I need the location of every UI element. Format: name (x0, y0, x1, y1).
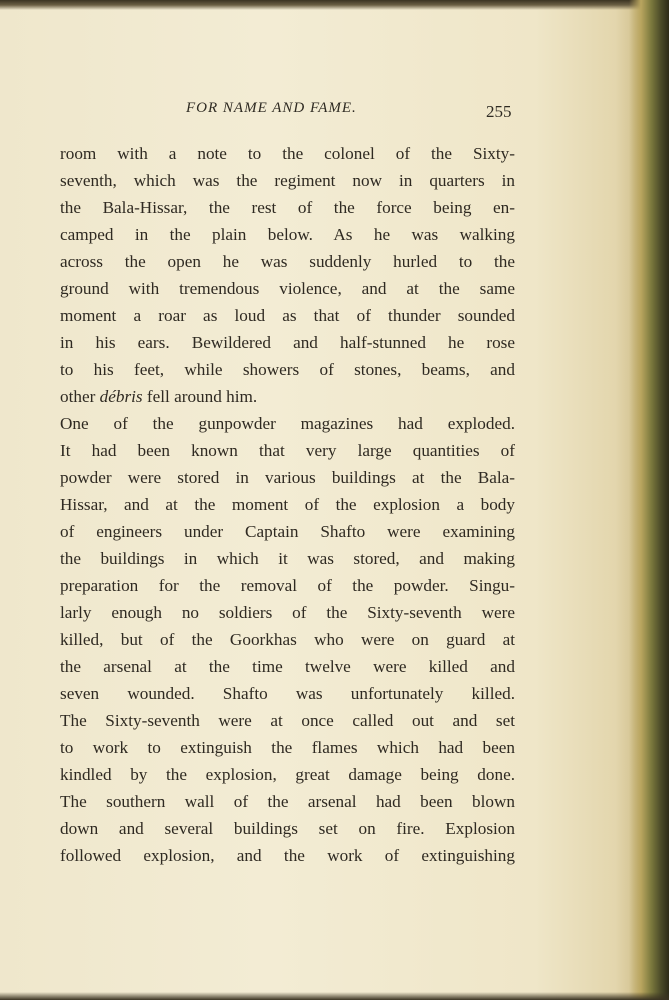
italic-word: débris (99, 387, 143, 406)
text-line: the Bala-Hissar, the rest of the force being en- (60, 198, 515, 217)
paragraph-first-line: One of the gunpowder magazines had exploded. (60, 414, 515, 433)
page-number: 255 (486, 102, 512, 121)
text-line: seven wounded. Shafto was unfortunately killed. (60, 684, 515, 703)
running-title: FOR NAME AND FAME. (186, 100, 357, 116)
text-line: powder were stored in various buildings at the Bala- (60, 468, 515, 487)
text-line: killed, but of the Goorkhas who were on guard at (60, 630, 515, 649)
text-line: larly enough no soldiers of the Sixty-seventh were (60, 603, 515, 622)
text-line: followed explosion, and the work of extinguishing (60, 846, 515, 865)
text-segment: other (60, 387, 100, 406)
running-header (60, 100, 520, 126)
text-line: The Sixty-seventh were at once called out and set (60, 711, 515, 730)
text-line: in his ears. Bewildered and half-stunned he rose (60, 333, 515, 352)
text-line (60, 383, 515, 410)
text-line: the arsenal at the time twelve were killed and (60, 657, 515, 676)
text-line: Hissar, and at the moment of the explosion a body (60, 495, 515, 514)
text-line: the buildings in which it was stored, and making (60, 549, 515, 568)
text-line: ground with tremendous violence, and at the same (60, 279, 515, 298)
text-line: across the open he was suddenly hurled to the (60, 252, 515, 271)
text-segment: fell around him. (142, 387, 258, 406)
text-line: kindled by the explosion, great damage being done. (60, 765, 515, 784)
book-spine-edge (629, 0, 669, 1000)
text-line: preparation for the removal of the powder. Singu- (60, 576, 515, 595)
text-line: camped in the plain below. As he was walking (60, 225, 515, 244)
text-line: of engineers under Captain Shafto were examining (60, 522, 515, 541)
text-line: to his feet, while showers of stones, beams, and (60, 360, 515, 379)
text-line: It had been known that very large quantities of (60, 441, 515, 460)
body-text (60, 140, 515, 869)
text-line: room with a note to the colonel of the Sixty- (60, 144, 515, 163)
text-line: down and several buildings set on fire. Explosion (60, 819, 515, 838)
text-line: moment a roar as loud as that of thunder sounded (60, 306, 515, 325)
text-line: to work to extinguish the flames which had been (60, 738, 515, 757)
text-line: seventh, which was the regiment now in quarters in (60, 171, 515, 190)
text-line: The southern wall of the arsenal had been blown (60, 792, 515, 811)
